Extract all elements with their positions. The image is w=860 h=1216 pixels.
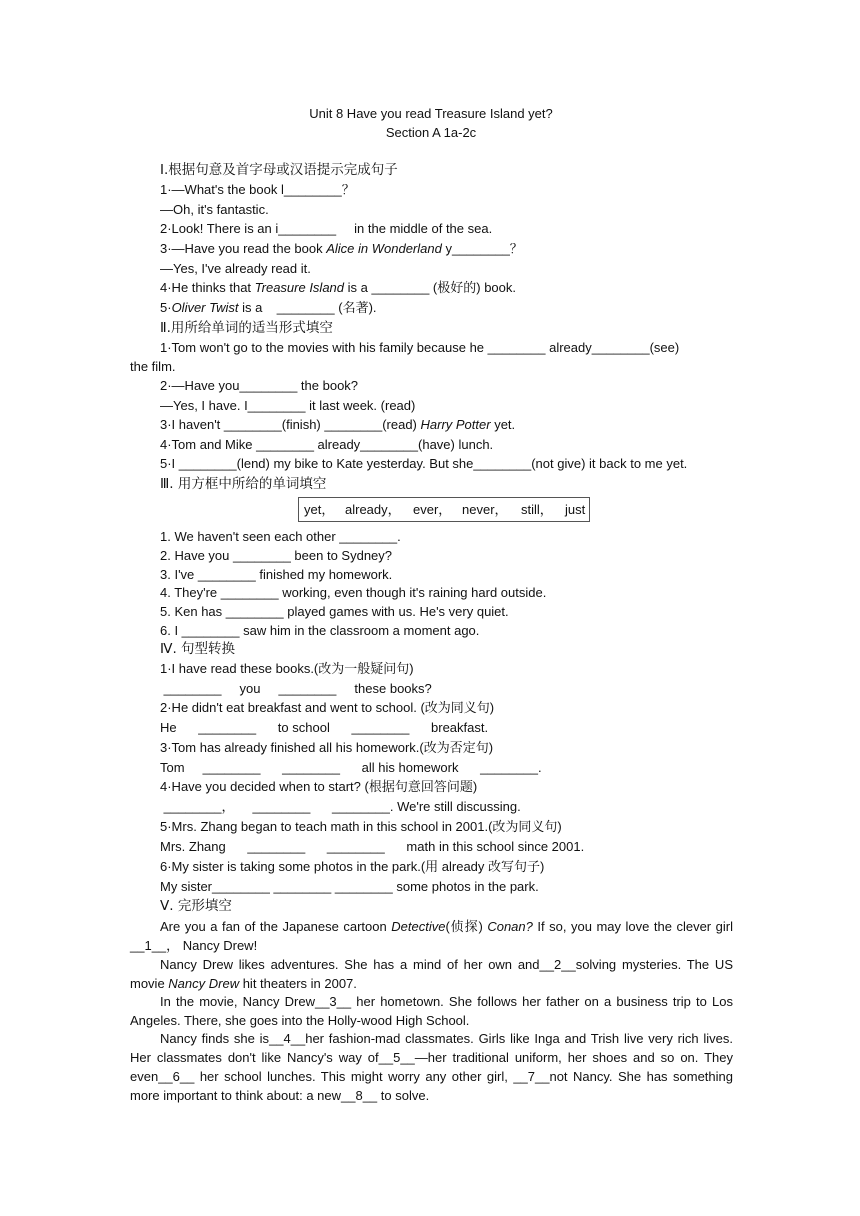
s2-question-1: 1·Tom won't go to the movies with his family because he ________ already________(see) xyxy=(160,340,680,355)
s2-question-3: 3·I haven't ________(finish) ________(read) Harry Potter yet. xyxy=(160,417,516,432)
s4-answer-6: My sister________ ________ ________ some photos in the park. xyxy=(160,879,539,894)
s1-question-2: 2·Look! There is an i________ in the middle of the sea. xyxy=(160,221,493,236)
s1-question-1-reply: —Oh, it's fantastic. xyxy=(160,202,269,217)
s3-question-3: 3. I've ________ finished my homework. xyxy=(160,567,393,582)
s4-answer-4: ________， ________ ________. We're still discussing. xyxy=(160,799,521,814)
s3-question-1: 1. We haven't seen each other ________. xyxy=(160,529,401,544)
s1-question-3-reply: —Yes, I've already read it. xyxy=(160,261,311,276)
s4-question-2: 2·He didn't eat breakfast and went to school. (改为同义句) xyxy=(160,700,495,715)
section-2-heading: Ⅱ.用所给单词的适当形式填空 xyxy=(160,320,333,336)
s4-answer-2: He ________ to school ________ breakfast. xyxy=(160,720,489,735)
s4-answer-5: Mrs. Zhang ________ ________ math in this school since 2001. xyxy=(160,839,585,854)
s2-question-1-cont: the film. xyxy=(130,359,176,374)
section-4-heading: Ⅳ. 句型转换 xyxy=(160,641,236,657)
word-box-item: still， xyxy=(521,502,553,517)
word-box-item: already， xyxy=(345,502,401,517)
cloze-blank-6: __6__ xyxy=(158,1069,195,1084)
cloze-paragraph-2: Nancy Drew likes adventures. She has a mind of her own and__2__solving mysteries. The US movie Nancy Drew hit theaters in 2007. xyxy=(130,957,733,991)
s1-question-4: 4·He thinks that Treasure Island is a ________ (极好的) book. xyxy=(160,280,516,295)
word-box-item: never， xyxy=(462,502,508,517)
cloze-paragraph-1: Are you a fan of the Japanese cartoon Detective(侦探) Conan? If so, you may love the clever girl __1__， Nancy Drew! xyxy=(130,919,733,953)
s4-answer-1: ________ you ________ these books? xyxy=(160,681,432,696)
s3-question-4: 4. They're ________ working, even though it's raining hard outside. xyxy=(160,585,547,600)
cloze-blank-2: __2__ xyxy=(539,957,576,972)
section-1-heading: Ⅰ.根据句意及首字母或汉语提示完成句子 xyxy=(160,162,398,178)
s3-question-2: 2. Have you ________ been to Sydney? xyxy=(160,548,393,563)
cloze-blank-3: __3__ xyxy=(314,994,352,1009)
cloze-blank-8: __8__ xyxy=(341,1088,378,1103)
s4-question-3: 3·Tom has already finished all his homework.(改为否定句) xyxy=(160,740,494,755)
word-box-item: ever， xyxy=(413,502,452,517)
s4-question-1: 1·I have read these books.(改为一般疑问句) xyxy=(160,661,414,676)
word-box-item: just xyxy=(565,502,586,517)
s4-question-5: 5·Mrs. Zhang began to teach math in this school in 2001.(改为同义句) xyxy=(160,819,562,834)
s3-question-5: 5. Ken has ________ played games with us. He's very quiet. xyxy=(160,604,509,619)
s1-question-5: 5·Oliver Twist is a ________ (名著). xyxy=(160,300,377,315)
word-box xyxy=(298,497,590,522)
cloze-paragraph-4: Nancy finds she is__4__her fashion-mad classmates. Girls like Inga and Trish live very rich lives. Her classmates don't like Nancy's way of__5__—her traditional uniform, her shoes and so on. They even__6__ her school lunches. This might worry any other girl, __7__not Nancy. She has something more important to think about: a new__8__ to solve. xyxy=(130,1031,733,1103)
cloze-blank-5: __5__ xyxy=(378,1050,415,1065)
s1-question-3: 3·—Have you read the book Alice in Wonderland y________？ xyxy=(160,241,523,256)
s4-question-6: 6·My sister is taking some photos in the park.(用 already 改写句子) xyxy=(160,859,545,874)
word-box-item: yet， xyxy=(304,502,335,517)
s1-question-1: 1·—What's the book l________？ xyxy=(160,182,355,197)
s4-answer-3: Tom ________ ________ all his homework ________. xyxy=(160,760,542,775)
s2-question-4: 4·Tom and Mike ________ already________(have) lunch. xyxy=(160,437,494,452)
s2-question-5: 5·I ________(lend) my bike to Kate yesterday. But she________(not give) it back to me yet. xyxy=(160,456,688,471)
cloze-blank-1: __1__ xyxy=(130,938,167,953)
section-5-heading: Ⅴ. 完形填空 xyxy=(160,898,232,914)
s2-question-2-reply: —Yes, I have. I________ it last week. (read) xyxy=(160,398,416,413)
cloze-blank-7: __7__ xyxy=(513,1069,550,1084)
cloze-blank-4: __4__ xyxy=(269,1031,306,1046)
page-subtitle: Section A 1a-2c xyxy=(385,125,477,140)
s4-question-4: 4·Have you decided when to start? (根据句意回答问题) xyxy=(160,779,478,794)
s2-question-2: 2·—Have you________ the book? xyxy=(160,378,359,393)
s3-question-6: 6. I ________ saw him in the classroom a moment ago. xyxy=(160,623,480,638)
page-title: Unit 8 Have you read Treasure Island yet? xyxy=(309,106,553,121)
cloze-paragraph-3: In the movie, Nancy Drew__3__ her hometown. She follows her father on a business trip to Los Angeles. There, she goes into the Holly-wood High School. xyxy=(130,994,733,1028)
section-3-heading: Ⅲ. 用方框中所给的单词填空 xyxy=(160,476,327,492)
